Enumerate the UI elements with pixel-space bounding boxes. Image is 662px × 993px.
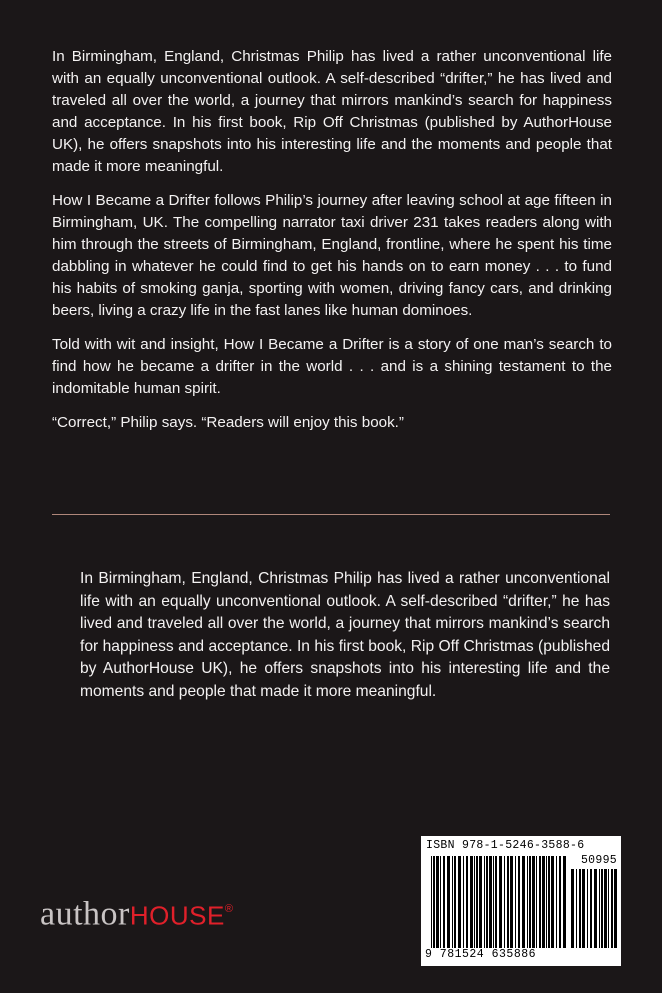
barcode-bar: [546, 856, 547, 948]
barcode-bar: [556, 856, 557, 948]
blurb-paragraph: How I Became a Drifter follows Philip’s journey after leaving school at age fifteen in Birmingham, UK. The compelling narrator taxi driver 231 takes readers along with him through the streets of Birmingham, England, frontline, where he spent his time dabbling in whatever he could find to get his hands on to earn money . . . to fund his habits of smoking ganja, sporting with women, driving fancy cars, and drinking beers, living a crazy life in the fast lanes like human dominoes.: [52, 192, 612, 319]
barcode-bar: [601, 869, 603, 948]
blurb-paragraph: “Correct,” Philip says. “Readers will enjoy this book.”: [52, 414, 404, 431]
section-divider: [52, 514, 610, 515]
barcode-bar: [474, 856, 475, 948]
price-code: 50995: [580, 854, 617, 867]
barcode-bar: [542, 856, 545, 948]
barcode-bar: [433, 856, 435, 948]
blurb-paragraph: In Birmingham, England, Christmas Philip has lived a rather unconventional life with an equally unconventional outlook. A self-described “drifter,” he has lived and traveled all over the world, a journey that mirrors mankind’s search for happiness and acceptance. In his first book, Rip Off Christmas (published by AuthorHouse UK), he offers snapshots into his interesting life and the moments and people that made it more meaningful.: [52, 48, 612, 175]
barcode-bar: [532, 856, 535, 948]
barcode-bar: [476, 856, 478, 948]
barcode-bar: [489, 856, 492, 948]
back-cover-blurb: [52, 46, 612, 446]
barcode-bar: [587, 869, 588, 948]
barcode-bar: [559, 856, 561, 948]
barcode-bar: [571, 869, 574, 948]
barcode-bar: [452, 856, 453, 948]
barcode-bar: [447, 856, 450, 948]
barcode-bar: [515, 856, 516, 948]
barcode-bar: [499, 856, 502, 948]
barcode-bar: [582, 869, 585, 948]
barcode-bar: [518, 856, 520, 948]
barcode-bar: [458, 856, 461, 948]
author-bio: [80, 568, 610, 703]
barcode-bar: [466, 856, 468, 948]
registered-mark: ®: [224, 903, 233, 915]
barcode-bar: [594, 869, 597, 948]
barcode-bar: [522, 856, 525, 948]
barcode-bar: [463, 856, 464, 948]
barcode-bar: [510, 856, 513, 948]
barcode-bar: [504, 856, 505, 948]
barcode-addon-bars: [571, 869, 617, 948]
barcode-digits: 9 781524 635886: [425, 948, 537, 961]
barcode-bar: [614, 869, 617, 948]
logo-author-text: author: [40, 895, 130, 933]
barcode-bar: [611, 869, 613, 948]
barcode-bar: [551, 856, 554, 948]
barcode-bar: [470, 856, 473, 948]
barcode-bar: [604, 869, 607, 948]
barcode-bar: [576, 869, 577, 948]
barcode-bar: [495, 856, 497, 948]
barcode-bar: [548, 856, 550, 948]
barcode-bar: [507, 856, 509, 948]
barcode-bar: [454, 856, 456, 948]
barcode-bar: [486, 856, 488, 948]
author-bio-text: In Birmingham, England, Christmas Philip has lived a rather unconventional life with an equally unconventional outlook. A self-described “drifter,” he has lived and traveled all over the world, a journey that mirrors mankind’s search for happiness and acceptance. In his first book, Rip Off Christmas (published by AuthorHouse UK), he offers snapshots into his interesting life and the moments and people that made it more meaningful.: [80, 570, 610, 700]
barcode-bar: [579, 869, 581, 948]
barcode-bar: [436, 856, 439, 948]
barcode-bar: [536, 856, 537, 948]
barcode-bar: [539, 856, 541, 948]
barcode-bar: [599, 869, 600, 948]
isbn-label: ISBN 978-1-5246-3588-6: [426, 839, 585, 852]
barcode-bar: [529, 856, 531, 948]
barcode-main-bars: [431, 856, 567, 948]
barcode-bar: [443, 856, 445, 948]
barcode-bar: [527, 856, 528, 948]
logo-house-text: HOUSE: [129, 900, 225, 931]
isbn-barcode: [421, 836, 621, 966]
blurb-paragraph: Told with wit and insight, How I Became a Drifter is a story of one man’s search to find how he became a drifter in the world . . . and is a shining testament to the indomitable human spirit.: [52, 336, 612, 397]
barcode-bar: [590, 869, 592, 948]
publisher-logo: [40, 889, 233, 935]
barcode-bar: [608, 869, 609, 948]
barcode-bar: [431, 856, 432, 948]
barcode-bar: [563, 856, 566, 948]
barcode-bar: [479, 856, 482, 948]
barcode-bar: [493, 856, 494, 948]
barcode-bar: [440, 856, 441, 948]
barcode-bar: [484, 856, 485, 948]
